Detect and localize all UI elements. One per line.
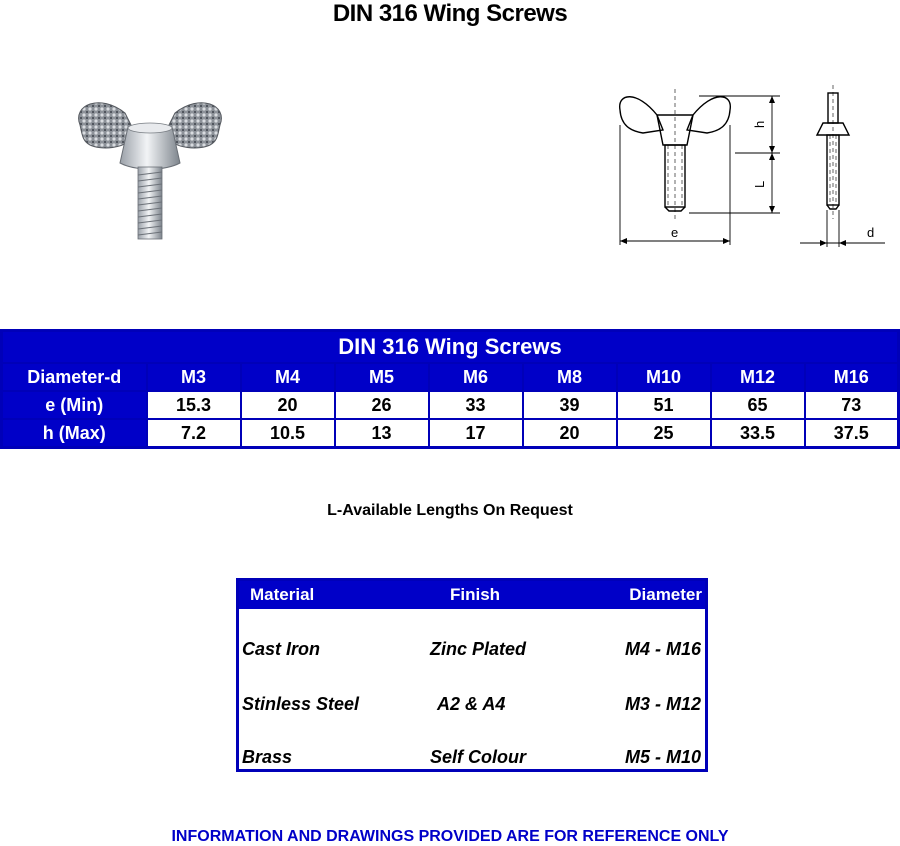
table-cell: 33.5 <box>711 419 805 448</box>
spec-header-cell: M6 <box>429 363 523 391</box>
diameter-header-label: Diameter <box>629 585 702 604</box>
table-cell: 10.5 <box>241 419 335 448</box>
reference-disclaimer: INFORMATION AND DRAWINGS PROVIDED ARE FOR REFERENCE ONLY <box>171 828 729 845</box>
table-cell: 15.3 <box>147 391 241 419</box>
spec-header-cell: M10 <box>617 363 711 391</box>
spec-header-cell: Diameter-d <box>2 363 147 391</box>
spec-header-cell: M4 <box>241 363 335 391</box>
spec-table-caption: DIN 316 Wing Screws <box>2 331 899 364</box>
table-cell: 33 <box>429 391 523 419</box>
table-cell: 39 <box>523 391 617 419</box>
dim-label-e: e <box>671 225 679 240</box>
lengths-note: L-Available Lengths On Request <box>327 502 573 519</box>
table-cell: 25 <box>617 419 711 448</box>
dim-label-d: d <box>867 225 875 240</box>
material-name: Brass <box>242 747 293 767</box>
row-label: h (Max) <box>2 419 147 448</box>
table-cell: 13 <box>335 419 429 448</box>
material-name: Cast Iron <box>242 639 321 659</box>
spec-header-cell: M12 <box>711 363 805 391</box>
page-title: DIN 316 Wing Screws <box>332 0 568 27</box>
spec-header-cell: M3 <box>147 363 241 391</box>
spec-table <box>0 329 900 449</box>
material-name: Stinless Steel <box>242 694 360 714</box>
table-cell: 26 <box>335 391 429 419</box>
materials-header <box>239 581 705 609</box>
dim-label-L: L <box>752 180 767 188</box>
finish-name: Self Colour <box>430 747 527 767</box>
finish-header-label: Finish <box>450 585 501 604</box>
diameter-range: M3 - M12 <box>624 694 701 714</box>
table-row <box>2 419 899 448</box>
technical-drawing <box>605 85 895 255</box>
dim-label-h: h <box>752 120 767 128</box>
spec-header-cell: M8 <box>523 363 617 391</box>
finish-name: Zinc Plated <box>430 639 527 659</box>
table-row <box>2 391 899 419</box>
table-cell: 73 <box>805 391 899 419</box>
table-cell: 37.5 <box>805 419 899 448</box>
table-cell: 65 <box>711 391 805 419</box>
material-header-label: Material <box>250 585 315 604</box>
diameter-range: M5 - M10 <box>624 747 701 767</box>
spec-header-row <box>2 363 899 391</box>
diameter-range: M4 - M16 <box>624 639 701 659</box>
spec-header-cell: M5 <box>335 363 429 391</box>
table-cell: 7.2 <box>147 419 241 448</box>
row-label: e (Min) <box>2 391 147 419</box>
materials-table <box>236 578 708 772</box>
table-cell: 20 <box>523 419 617 448</box>
finish-name: A2 & A4 <box>437 694 506 714</box>
table-cell: 51 <box>617 391 711 419</box>
spec-header-cell: M16 <box>805 363 899 391</box>
wing-screw-photo <box>70 95 230 245</box>
table-cell: 17 <box>429 419 523 448</box>
table-cell: 20 <box>241 391 335 419</box>
